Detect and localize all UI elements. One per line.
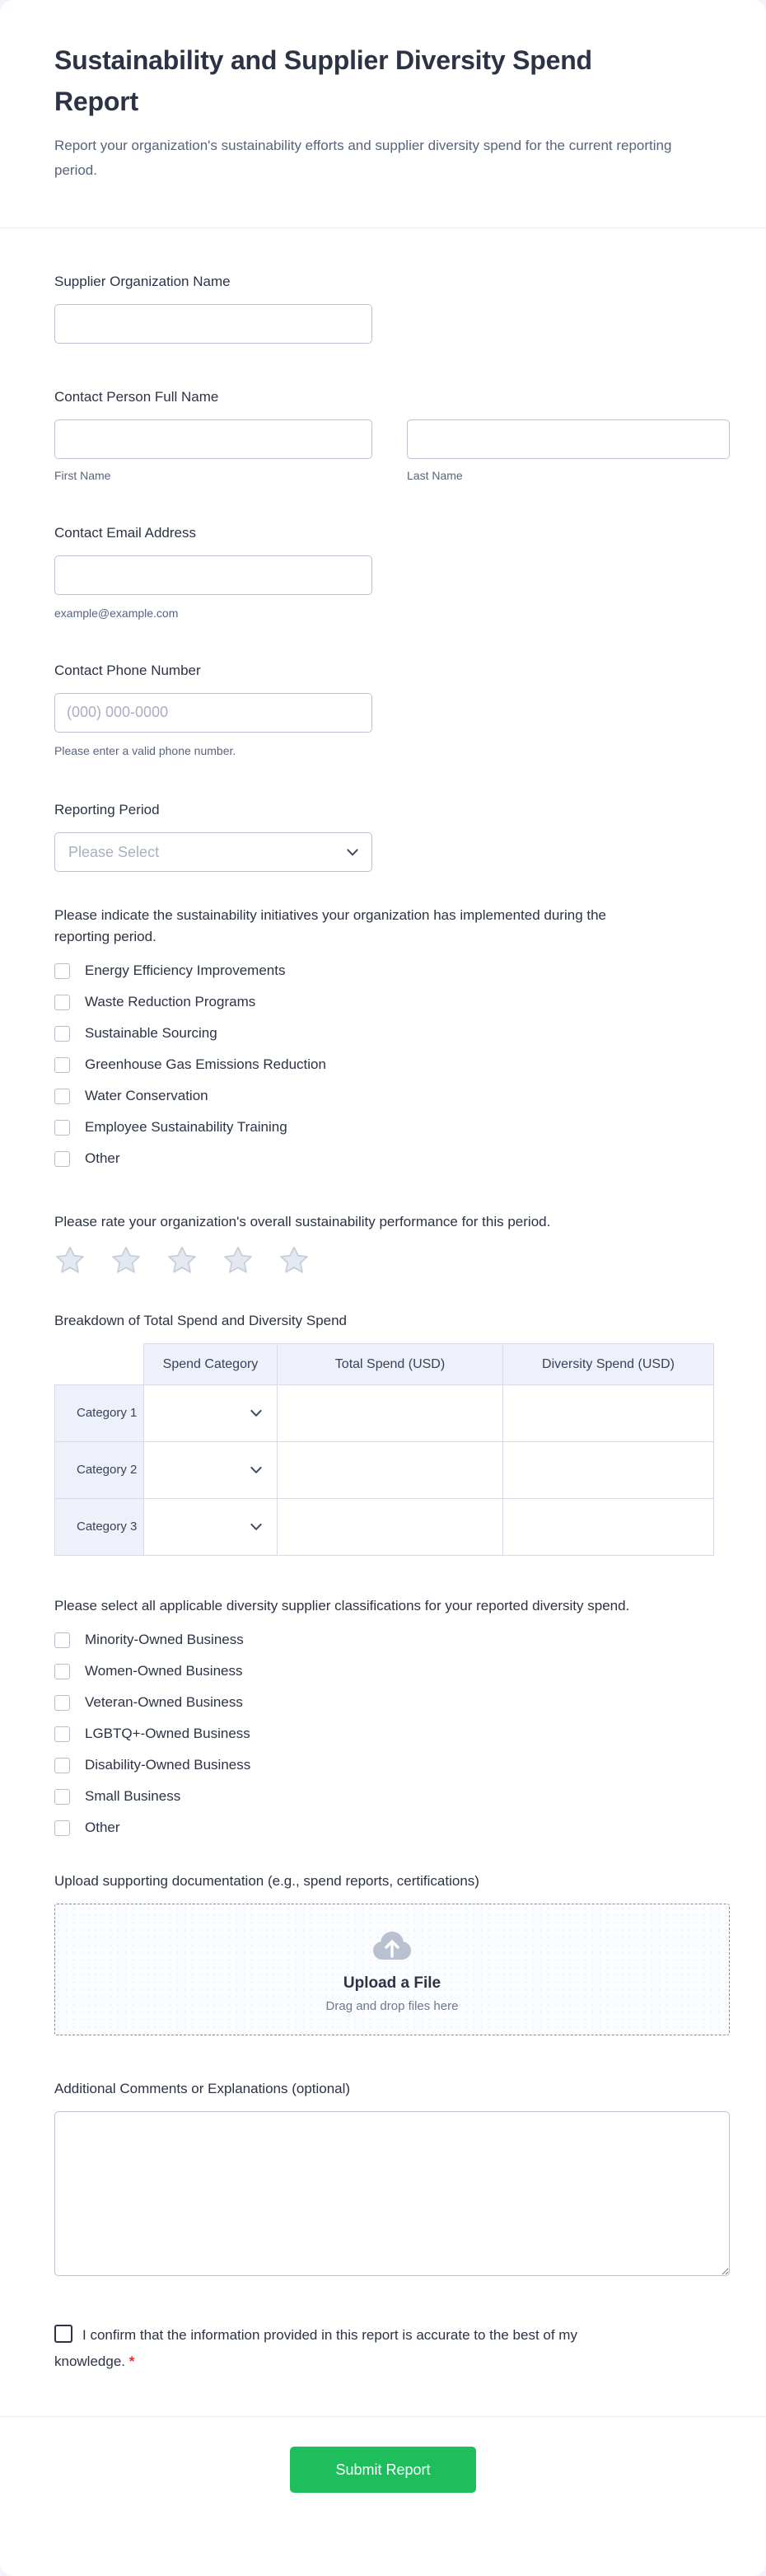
email-input[interactable] [54,555,372,595]
reporting-period-select[interactable] [54,832,372,872]
option-label: Employee Sustainability Training [85,1119,287,1135]
required-asterisk: * [128,2354,135,2369]
diversity-spend-cell-1 [503,1385,714,1442]
spend-category-select-1[interactable] [144,1385,277,1441]
question-phone [54,662,730,758]
contact-name-label: Contact Person Full Name [54,389,219,405]
column-header: Spend Category [144,1344,278,1385]
submit-row [0,2417,766,2541]
checkbox-minority-owned[interactable] [54,1632,70,1648]
star-icon[interactable] [54,1244,86,1276]
header-divider [0,227,766,228]
option-label: Other [85,1150,120,1166]
total-spend-cell-1 [278,1385,503,1442]
star-icon[interactable] [278,1244,310,1276]
diversity-spend-input-2[interactable] [503,1442,713,1498]
phone-helper: Please enter a valid phone number. [54,744,236,757]
total-spend-input-3[interactable] [278,1499,502,1555]
table-row [55,1442,714,1499]
email-label: Contact Email Address [54,525,196,541]
last-name-input[interactable] [407,419,730,459]
upload-label: Upload supporting documentation (e.g., spend reports, certifications) [54,1873,479,1889]
table-row [55,1499,714,1556]
phone-input[interactable] [54,693,372,733]
checkbox-initiative-other[interactable] [54,1151,70,1167]
upload-hint: Drag and drop files here [325,1998,459,2013]
spend-category-select-3[interactable] [144,1499,277,1555]
option-label: Energy Efficiency Improvements [85,962,286,978]
list-item [54,1757,730,1773]
checkbox-veteran-owned[interactable] [54,1695,70,1711]
spend-category-cell-1 [144,1385,278,1442]
checkbox-ghg-reduction[interactable] [54,1057,70,1073]
page-title: Sustainability and Supplier Diversity Spend Report [54,45,592,116]
last-name-col [407,419,730,483]
form-body [0,273,766,2375]
list-item [54,1788,730,1805]
total-spend-cell-2 [278,1442,503,1499]
question-comments [54,2080,730,2276]
question-reporting-period [54,801,730,872]
question-upload [54,1872,730,2035]
reporting-period-label: Reporting Period [54,802,160,817]
confirmation-row[interactable] [54,2322,631,2375]
chevron-down-icon [250,1524,262,1531]
first-name-sublabel: First Name [54,469,111,482]
org-name-label: Supplier Organization Name [54,274,231,289]
diversity-spend-cell-3 [503,1499,714,1556]
option-label: Water Conservation [85,1088,208,1103]
checkbox-energy-efficiency[interactable] [54,963,70,979]
checkbox-employee-training[interactable] [54,1120,70,1136]
list-item [54,1694,730,1711]
star-icon[interactable] [166,1244,198,1276]
option-label: Greenhouse Gas Emissions Reduction [85,1056,326,1072]
list-item [54,1088,730,1104]
confirmation-text: I confirm that the information provided in this report is accurate to the best of my knowledge. [54,2327,577,2369]
checkbox-women-owned[interactable] [54,1664,70,1679]
table-corner-cell [55,1344,144,1385]
comments-label: Additional Comments or Explanations (optional) [54,2081,351,2096]
checkbox-sustainable-sourcing[interactable] [54,1026,70,1042]
row-header: Category 1 [55,1385,144,1442]
form-header [0,0,766,183]
option-label: Small Business [85,1788,181,1804]
table-row [55,1385,714,1442]
phone-label: Contact Phone Number [54,663,201,678]
last-name-sublabel: Last Name [407,469,463,482]
diversity-spend-input-3[interactable] [503,1499,713,1555]
star-rating [54,1244,730,1276]
option-label: Sustainable Sourcing [85,1025,217,1041]
option-label: Disability-Owned Business [85,1757,251,1773]
list-item [54,1820,730,1836]
sustainability-options-list [54,962,730,1167]
checkbox-lgbtq-owned[interactable] [54,1726,70,1742]
total-spend-input-1[interactable] [278,1385,502,1441]
cloud-upload-icon [365,1927,419,1965]
comments-textarea[interactable] [54,2111,730,2276]
total-spend-cell-3 [278,1499,503,1556]
row-header: Category 2 [55,1442,144,1499]
list-item [54,1726,730,1742]
column-header: Diversity Spend (USD) [503,1344,714,1385]
option-label: Waste Reduction Programs [85,994,256,1009]
submit-button[interactable]: Submit Report [290,2447,476,2493]
diversity-options-list [54,1632,730,1836]
option-label: Other [85,1820,120,1835]
org-name-input[interactable] [54,304,372,344]
list-item [54,1150,730,1167]
diversity-spend-input-1[interactable] [503,1385,713,1441]
checkbox-waste-reduction[interactable] [54,995,70,1010]
first-name-col [54,419,372,483]
spend-table [54,1343,714,1556]
list-item [54,994,730,1010]
chevron-down-icon [250,1467,262,1474]
spend-category-cell-2 [144,1442,278,1499]
question-contact-name [54,388,730,483]
diversity-classifications-label: Please select all applicable diversity supplier classifications for your reported diversity spend. [54,1598,630,1614]
question-email [54,524,730,621]
list-item [54,1119,730,1136]
table-header-row [55,1344,714,1385]
question-spend-table [54,1312,730,1556]
spend-category-cell-3 [144,1499,278,1556]
sustainability-initiatives-label: Please indicate the sustainability initiatives your organization has implemented during the reporting period. [54,907,606,944]
total-spend-input-2[interactable] [278,1442,502,1498]
star-icon[interactable] [222,1244,254,1276]
reporting-period-placeholder: Please Select [68,843,160,860]
checkbox-classification-other[interactable] [54,1820,70,1836]
first-name-input[interactable] [54,419,372,459]
page-subtitle: Report your organization's sustainability efforts and supplier diversity spend for the current reporting period. [54,138,672,178]
question-org-name [54,273,730,344]
list-item [54,962,730,979]
question-rating [54,1213,730,1276]
row-header: Category 3 [55,1499,144,1556]
confirmation-checkbox[interactable] [54,2325,72,2343]
upload-button-text: Upload a File [343,1974,441,1992]
chevron-down-icon [250,1410,262,1417]
list-item [54,1663,730,1679]
email-helper: example@example.com [54,607,179,620]
option-label: Minority-Owned Business [85,1632,244,1647]
star-icon[interactable] [110,1244,142,1276]
checkbox-disability-owned[interactable] [54,1758,70,1773]
checkbox-small-business[interactable] [54,1789,70,1805]
option-label: Women-Owned Business [85,1663,243,1679]
option-label: LGBTQ+-Owned Business [85,1726,250,1741]
list-item [54,1025,730,1042]
list-item [54,1632,730,1648]
question-sustainability-initiatives [54,905,730,1167]
column-header: Total Spend (USD) [278,1344,503,1385]
diversity-spend-cell-2 [503,1442,714,1499]
option-label: Veteran-Owned Business [85,1694,243,1710]
file-dropzone[interactable] [54,1904,730,2035]
spend-category-select-2[interactable] [144,1442,277,1498]
list-item [54,1056,730,1073]
spend-table-label: Breakdown of Total Spend and Diversity Spend [54,1313,348,1328]
chevron-down-icon [347,849,358,856]
checkbox-water-conservation[interactable] [54,1089,70,1104]
question-diversity-classifications [54,1595,730,1836]
name-row [54,419,730,483]
rating-label: Please rate your organization's overall sustainability performance for this period. [54,1214,551,1229]
